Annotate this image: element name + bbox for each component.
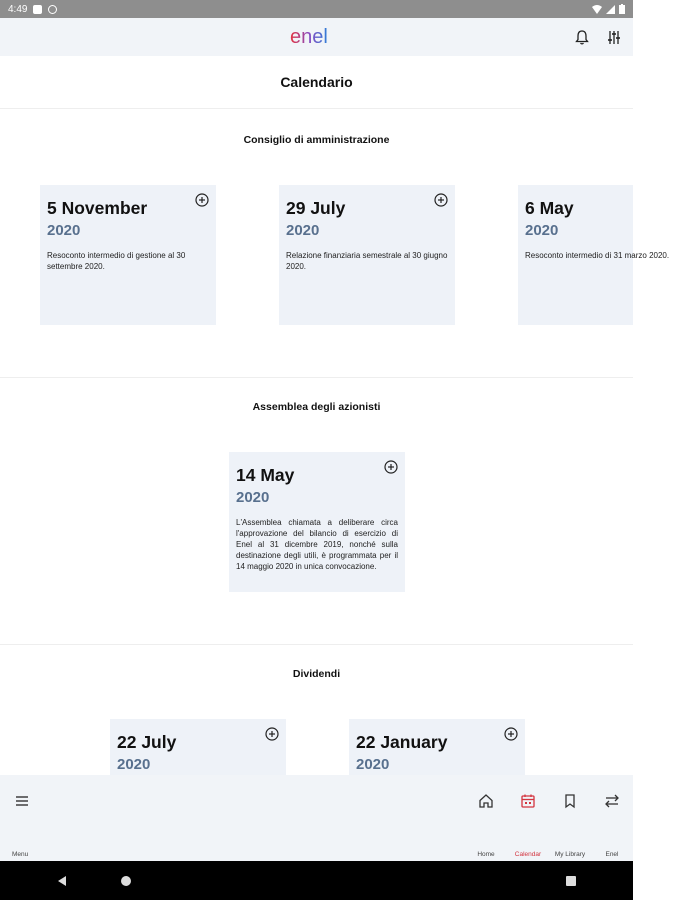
bottom-navigation: [0, 775, 633, 861]
nav-calendar-label: Calendar: [514, 851, 542, 858]
event-year: 2020: [356, 756, 390, 773]
event-card[interactable]: [349, 719, 525, 779]
section-title-shareholders: Assemblea degli azionisti: [252, 401, 381, 413]
event-description: Relazione finanziaria semestrale al 30 giugno 2020.: [286, 251, 448, 271]
svg-text:enel: enel: [289, 26, 328, 48]
hamburger-icon: [14, 793, 30, 809]
section-title-board: Consiglio di amministrazione: [243, 134, 390, 146]
event-day: 6 May: [525, 198, 574, 218]
calendar-icon: [520, 793, 536, 809]
event-day: 14 May: [236, 465, 295, 485]
battery-icon: [619, 4, 625, 14]
event-day: 22 January: [356, 732, 448, 752]
app-header: [0, 18, 633, 56]
enel-logo-icon: [290, 27, 344, 47]
sliders-icon: [607, 30, 621, 45]
notifications-button[interactable]: [573, 28, 591, 46]
section-divider: [0, 644, 633, 645]
home-circle-icon[interactable]: [120, 875, 132, 887]
event-card[interactable]: [279, 185, 455, 325]
event-day: 22 July: [117, 732, 177, 752]
event-card[interactable]: [229, 452, 405, 592]
event-description: L'Assemblea chiamata a deliberare circa l'approvazione del bilancio di esercizio di Enel al 31 dicembre 2019, nonché sulla destinazione degli utili, è programmata per il 14 maggio 2020 in unica convocazione.: [236, 518, 398, 571]
status-time: 4:49: [8, 3, 28, 15]
event-year: 2020: [47, 222, 81, 239]
status-bar: [0, 0, 633, 18]
event-day: 5 November: [47, 198, 148, 218]
bookmark-icon: [562, 793, 578, 809]
add-to-calendar-icon[interactable]: [384, 460, 398, 474]
add-to-calendar-icon[interactable]: [195, 193, 209, 207]
section-title-dividends: Dividendi: [292, 668, 341, 680]
event-year: 2020: [525, 222, 559, 239]
event-card[interactable]: [518, 185, 670, 325]
nav-library-label: My Library: [554, 851, 586, 858]
wifi-icon: [592, 5, 602, 14]
event-description: Resoconto intermedio di gestione al 30 settembre 2020.: [47, 251, 186, 271]
event-year: 2020: [286, 222, 320, 239]
add-to-calendar-icon[interactable]: [434, 193, 448, 207]
bell-icon: [575, 30, 589, 45]
system-navigation-bar: [0, 861, 633, 900]
nav-home-label: Home: [477, 851, 495, 858]
home-icon: [478, 793, 494, 809]
sync-icon: [48, 5, 57, 14]
recents-icon[interactable]: [565, 875, 577, 887]
nav-menu-label: Menu: [12, 851, 29, 858]
add-to-calendar-icon[interactable]: [265, 727, 279, 741]
event-year: 2020: [236, 489, 270, 506]
swap-arrows-icon: [604, 793, 620, 809]
notification-icon: [33, 5, 42, 14]
back-icon[interactable]: [56, 875, 68, 887]
signal-icon: [606, 5, 615, 14]
event-card[interactable]: [110, 719, 286, 779]
filters-button[interactable]: [605, 28, 623, 46]
enel-logo: [290, 27, 344, 47]
event-card[interactable]: [40, 185, 216, 325]
event-year: 2020: [117, 756, 151, 773]
event-description: Resoconto intermedio di 31 marzo 2020.: [525, 251, 670, 260]
nav-enel-label: Enel: [605, 851, 619, 858]
add-to-calendar-icon[interactable]: [504, 727, 518, 741]
page-title: Calendario: [0, 56, 633, 109]
section-divider: [0, 377, 633, 378]
event-day: 29 July: [286, 198, 346, 218]
